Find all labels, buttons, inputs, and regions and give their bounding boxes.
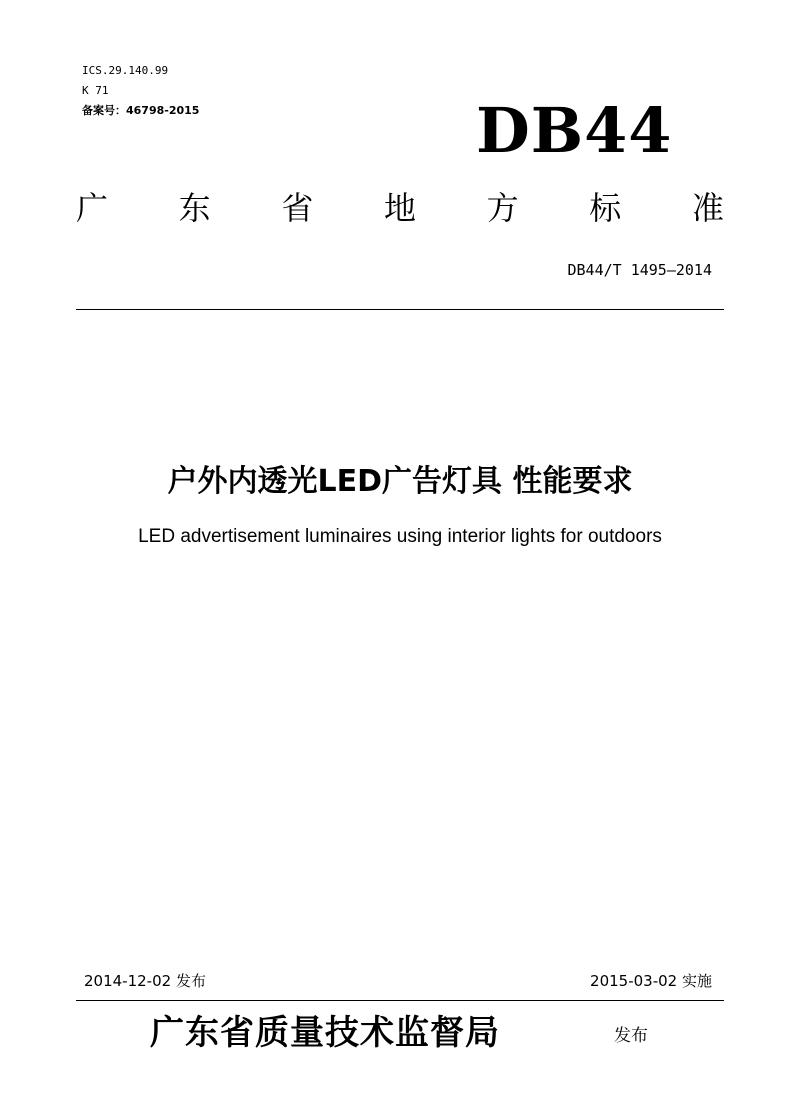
ics-code: ICS.29.140.99 <box>82 64 169 77</box>
issue-date: 2014-12-02 发布 <box>84 972 206 990</box>
implementation-date: 2015-03-02 实施 <box>590 972 712 990</box>
document-title-chinese: 户外内透光LED广告灯具 性能要求 <box>167 464 633 499</box>
standard-number: DB44/T 1495—2014 <box>567 261 712 279</box>
standard-type-char: 省 <box>281 189 314 227</box>
record-number: 备案号：46798-2015 <box>82 104 200 117</box>
standard-type-heading <box>76 186 724 230</box>
document-title-english: LED advertisement luminaires using interior lights for outdoors <box>138 526 662 547</box>
standard-type-char: 标 <box>589 189 622 227</box>
standard-type-char: 准 <box>691 189 724 227</box>
top-divider <box>76 309 724 310</box>
issuer-action: 发布 <box>614 1026 648 1046</box>
bottom-divider <box>76 1000 724 1001</box>
classification-code: K 71 <box>82 84 109 97</box>
standard-logo: DB44 <box>476 94 673 167</box>
standard-type-char: 东 <box>178 189 211 227</box>
standard-type-char: 方 <box>486 189 519 227</box>
issuing-authority: 广东省质量技术监督局 <box>150 1013 500 1053</box>
standard-type-char: 广 <box>76 189 109 227</box>
standard-type-char: 地 <box>383 189 416 227</box>
